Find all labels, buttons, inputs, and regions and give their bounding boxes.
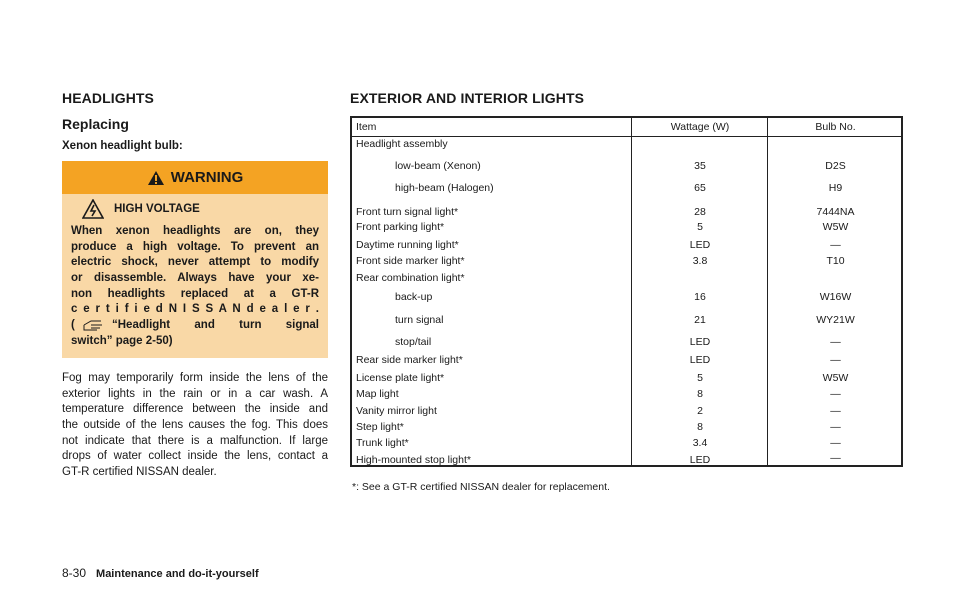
warning-header	[62, 161, 328, 194]
row-wattage: 5	[697, 221, 703, 233]
fog-paragraph-line: exterior lights in the rain or in a car wash. A	[62, 388, 328, 400]
warning-text-line: non headlights replaced at a GT-R	[71, 288, 319, 300]
row-item: stop/tail	[395, 336, 432, 348]
warning-open-paren: (	[71, 319, 75, 331]
row-wattage: 3.4	[692, 437, 708, 449]
row-wattage: 35	[694, 160, 706, 172]
row-item: Step light*	[356, 421, 404, 433]
row-item: Trunk light*	[356, 437, 409, 449]
row-item: Front side marker light*	[356, 255, 465, 267]
fog-paragraph-line: temperature difference between the inside and	[62, 403, 328, 415]
high-voltage-icon	[82, 199, 104, 224]
row-wattage: 2	[697, 405, 703, 417]
row-item: Vanity mirror light	[356, 405, 437, 417]
row-bulb: —	[830, 421, 841, 433]
row-bulb: —	[830, 437, 841, 449]
row-item: Front parking light*	[356, 221, 445, 233]
row-item: Map light	[356, 388, 399, 400]
row-wattage: 5	[697, 372, 703, 384]
row-item: High-mounted stop light*	[356, 454, 471, 466]
warning-text-line: or disassemble. Always have your xe-	[71, 272, 319, 284]
row-bulb: 7444NA	[816, 206, 855, 218]
row-wattage: LED	[689, 336, 711, 348]
page-footer	[62, 566, 259, 580]
warning-text-line: When xenon headlights are on, they	[71, 225, 319, 237]
row-item: Rear combination light*	[356, 272, 465, 284]
row-wattage: 16	[694, 291, 706, 303]
warning-subtitle: HIGH VOLTAGE	[114, 203, 200, 215]
subsection-title-replacing: Replacing	[62, 116, 129, 132]
header-wattage: Wattage (W)	[670, 121, 730, 133]
row-wattage: 28	[694, 206, 706, 218]
warning-text-line: c e r t i f i e d N I S S A N d e a l e r .	[71, 303, 319, 315]
row-wattage: 65	[694, 182, 706, 194]
row-item: Daytime running light*	[356, 239, 459, 251]
warning-text-line: switch” page 2-50)	[71, 335, 173, 347]
table-footnote: *: See a GT-R certified NISSAN dealer for replacement.	[352, 481, 610, 493]
fog-paragraph-line: Fog may temporarily form inside the lens of the	[62, 372, 328, 384]
warning-title: WARNING	[170, 169, 244, 186]
warning-text-line: produce a high voltage. To prevent an	[71, 241, 319, 253]
row-bulb: W5W	[822, 372, 849, 384]
lights-table	[350, 116, 903, 467]
warning-triangle-icon	[147, 170, 165, 186]
row-item: high-beam (Halogen)	[395, 182, 494, 194]
row-wattage: 8	[697, 421, 703, 433]
section-title-headlights: HEADLIGHTS	[62, 90, 154, 106]
fog-paragraph-line: the outside of the lens causes the fog. This does	[62, 419, 328, 431]
section-title-lights: EXTERIOR AND INTERIOR LIGHTS	[350, 90, 585, 106]
header-divider	[352, 136, 901, 137]
row-wattage: 3.8	[692, 255, 708, 267]
warning-text-line: electric shock, never attempt to modify	[71, 256, 319, 268]
row-bulb: —	[830, 354, 841, 366]
row-wattage: LED	[689, 354, 711, 366]
row-bulb: —	[830, 336, 841, 348]
row-item: Headlight assembly	[356, 138, 448, 150]
header-bulb-no: Bulb No.	[815, 121, 856, 133]
row-bulb: W16W	[819, 291, 852, 303]
row-bulb: —	[830, 388, 841, 400]
row-bulb: WY21W	[816, 314, 855, 326]
row-bulb: T10	[826, 255, 845, 267]
row-wattage: 21	[694, 314, 706, 326]
row-item: low-beam (Xenon)	[395, 160, 481, 172]
row-item: back-up	[395, 291, 433, 303]
row-bulb: —	[830, 239, 841, 251]
row-bulb: —	[830, 405, 841, 417]
row-item: Rear side marker light*	[356, 354, 463, 366]
row-bulb: H9	[828, 182, 843, 194]
fog-paragraph-line: not indicate that there is a malfunction. If large	[62, 435, 328, 447]
row-wattage: LED	[689, 239, 711, 251]
row-wattage: LED	[689, 454, 711, 466]
page-number: 8-30	[62, 566, 87, 580]
row-bulb: W5W	[822, 221, 849, 233]
row-bulb: —	[830, 452, 841, 464]
warning-reference-link[interactable]: “Headlight and turn signal	[112, 319, 319, 331]
bulb-heading: Xenon headlight bulb:	[62, 140, 183, 152]
fog-paragraph-line: GT-R certified NISSAN dealer.	[62, 466, 217, 478]
row-item: Front turn signal light*	[356, 206, 459, 218]
footer-section-name: Maintenance and do-it-yourself	[96, 568, 259, 580]
row-bulb: D2S	[825, 160, 846, 172]
row-item: License plate light*	[356, 372, 445, 384]
fog-paragraph-line: drops of water collect inside the lens, contact a	[62, 450, 328, 462]
header-item: Item	[356, 121, 377, 133]
row-wattage: 8	[697, 388, 703, 400]
row-item: turn signal	[395, 314, 444, 326]
warning-box	[62, 161, 328, 358]
